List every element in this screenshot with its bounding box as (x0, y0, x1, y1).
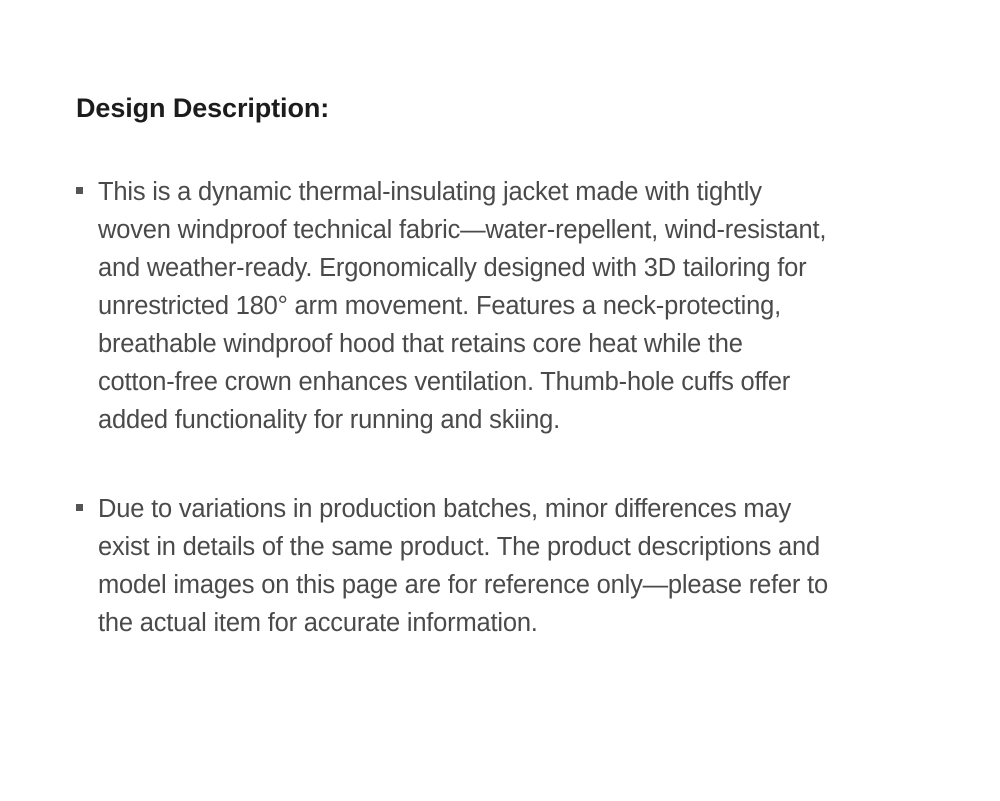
section-title: Design Description: (76, 93, 330, 123)
square-bullet-icon (76, 504, 83, 511)
list-item (76, 173, 966, 439)
list-item (76, 490, 966, 642)
design-description-text: This is a dynamic thermal-insulating jacket made with tightly woven windproof technical fabric—water-repellent, wind-resistant, and weather-ready. Ergonomically designed with 3D tailoring for unrestricted 180° arm movement. Features a neck-protecting, breathable windproof hood that retains core heat while the cotton-free crown enhances ventilation. Thumb-hole cuffs offer added functionality for running and skiing. (98, 178, 827, 434)
description-list (76, 173, 966, 693)
square-bullet-icon (76, 187, 83, 194)
disclaimer-text: Due to variations in production batches, minor differences may exist in details of the same product. The product descriptions and model images on this page are for reference only—please refer to the actual item for accurate information. (98, 495, 828, 637)
